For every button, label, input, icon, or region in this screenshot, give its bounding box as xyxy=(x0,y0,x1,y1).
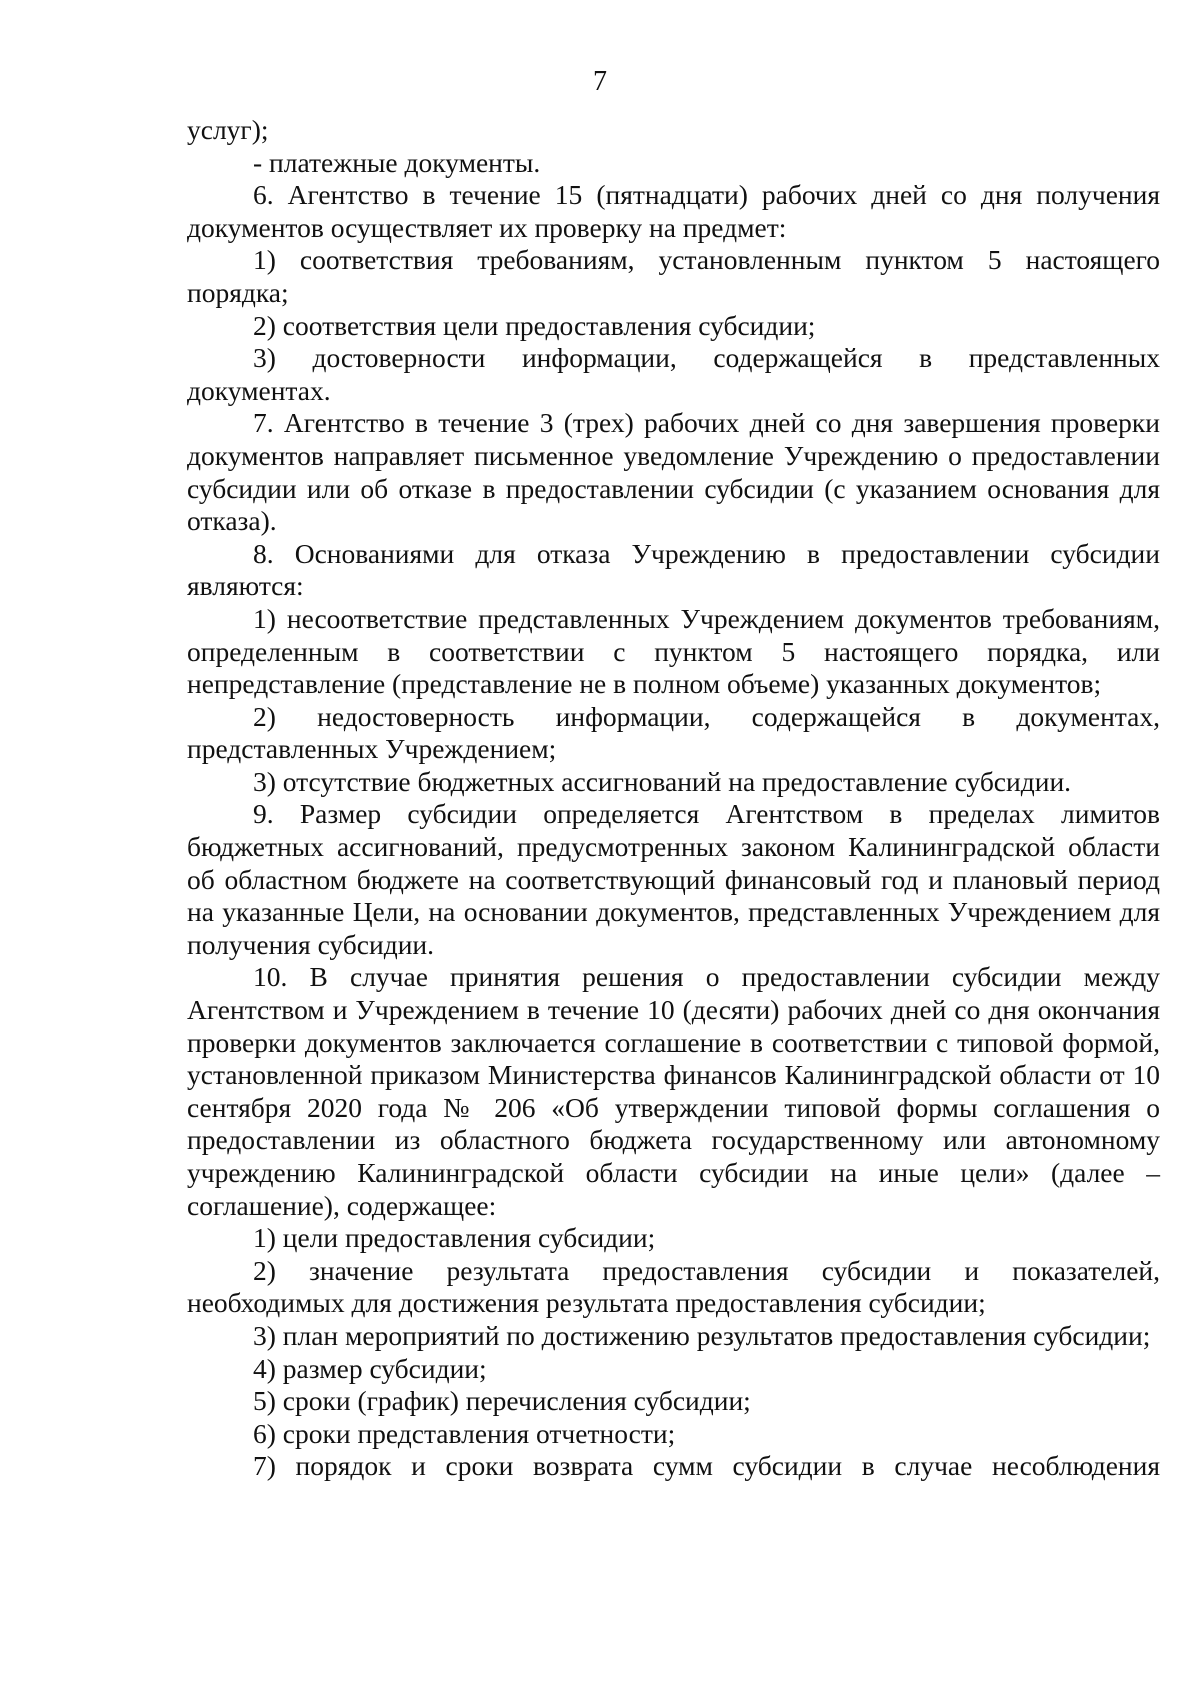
clause-10: 10. В случае принятия решения о предоставлении субсидии между Агентством и Учреждением в течение 10 (десяти) рабочих дней со дня окончания проверки документов заключается соглашение в соответствии с типовой формой, установленной приказом Министерства финансов Калининградской области от 10 сентября 2020 года № 206 «Об утверждении типовой формы соглашения о предоставлении из областного бюджета государственному или автономному учреждению Калининградской области субсидии на иные цели» (далее – соглашение), содержащее: xyxy=(187,961,1160,1221)
clause-7: 7. Агентство в течение 3 (трех) рабочих дней со дня завершения проверки документов направляет письменное уведомление Учреждению о предоставлении субсидии или об отказе в предоставлении субсидии (с указанием основания для отказа). xyxy=(187,407,1160,537)
clause-8: 8. Основаниями для отказа Учреждению в предоставлении субсидии являются: xyxy=(187,537,1160,602)
clause-10-item-3: 3) план мероприятий по достижению результатов предоставления субсидии; xyxy=(253,1319,1151,1351)
page-number: 7 xyxy=(593,66,607,97)
clause-6-item-1: 1) соответствия требованиям, установленным пунктом 5 настоящего порядка; xyxy=(187,244,1160,308)
clause-10-item-1: 1) цели предоставления субсидии; xyxy=(253,1222,656,1254)
clause-9: 9. Размер субсидии определяется Агентством в пределах лимитов бюджетных ассигнований, предусмотренных законом Калининградской области об областном бюджете на соответствующий финансовый год и плановый период на указанные Цели, на основании документов, представленных Учреждением для получения субсидии. xyxy=(187,798,1160,960)
clause-6-item-3: 3) достоверности информации, содержащейся в представленных документах. xyxy=(187,342,1160,406)
clause-10-item-7: 7) порядок и сроки возврата сумм субсидии в случае несоблюдения xyxy=(253,1450,1160,1482)
clause-10-item-6: 6) сроки представления отчетности; xyxy=(253,1417,676,1449)
clause-6-item-2: 2) соответствия цели предоставления субсидии; xyxy=(253,309,816,341)
clause-10-item-5: 5) сроки (график) перечисления субсидии; xyxy=(253,1385,751,1417)
clause-10-item-4: 4) размер субсидии; xyxy=(253,1352,487,1384)
paragraph-continuation: услуг); xyxy=(187,114,269,145)
list-item-payment-documents: - платежные документы. xyxy=(253,146,541,178)
document-body xyxy=(187,114,1160,1483)
clause-8-item-1: 1) несоответствие представленных Учреждением документов требованиям, определенным в соответствии с пунктом 5 настоящего порядка, или непредставление (представление не в полном объеме) указанных документов; xyxy=(187,602,1160,700)
clause-6: 6. Агентство в течение 15 (пятнадцати) рабочих дней со дня получения документов осуществляет их проверку на предмет: xyxy=(187,179,1160,243)
clause-10-item-2: 2) значение результата предоставления субсидии и показателей, необходимых для достижения результата предоставления субсидии; xyxy=(187,1254,1160,1319)
clause-8-item-3: 3) отсутствие бюджетных ассигнований на предоставление субсидии. xyxy=(253,765,1072,797)
clause-8-item-2: 2) недостоверность информации, содержащейся в документах, представленных Учреждением; xyxy=(187,700,1160,765)
